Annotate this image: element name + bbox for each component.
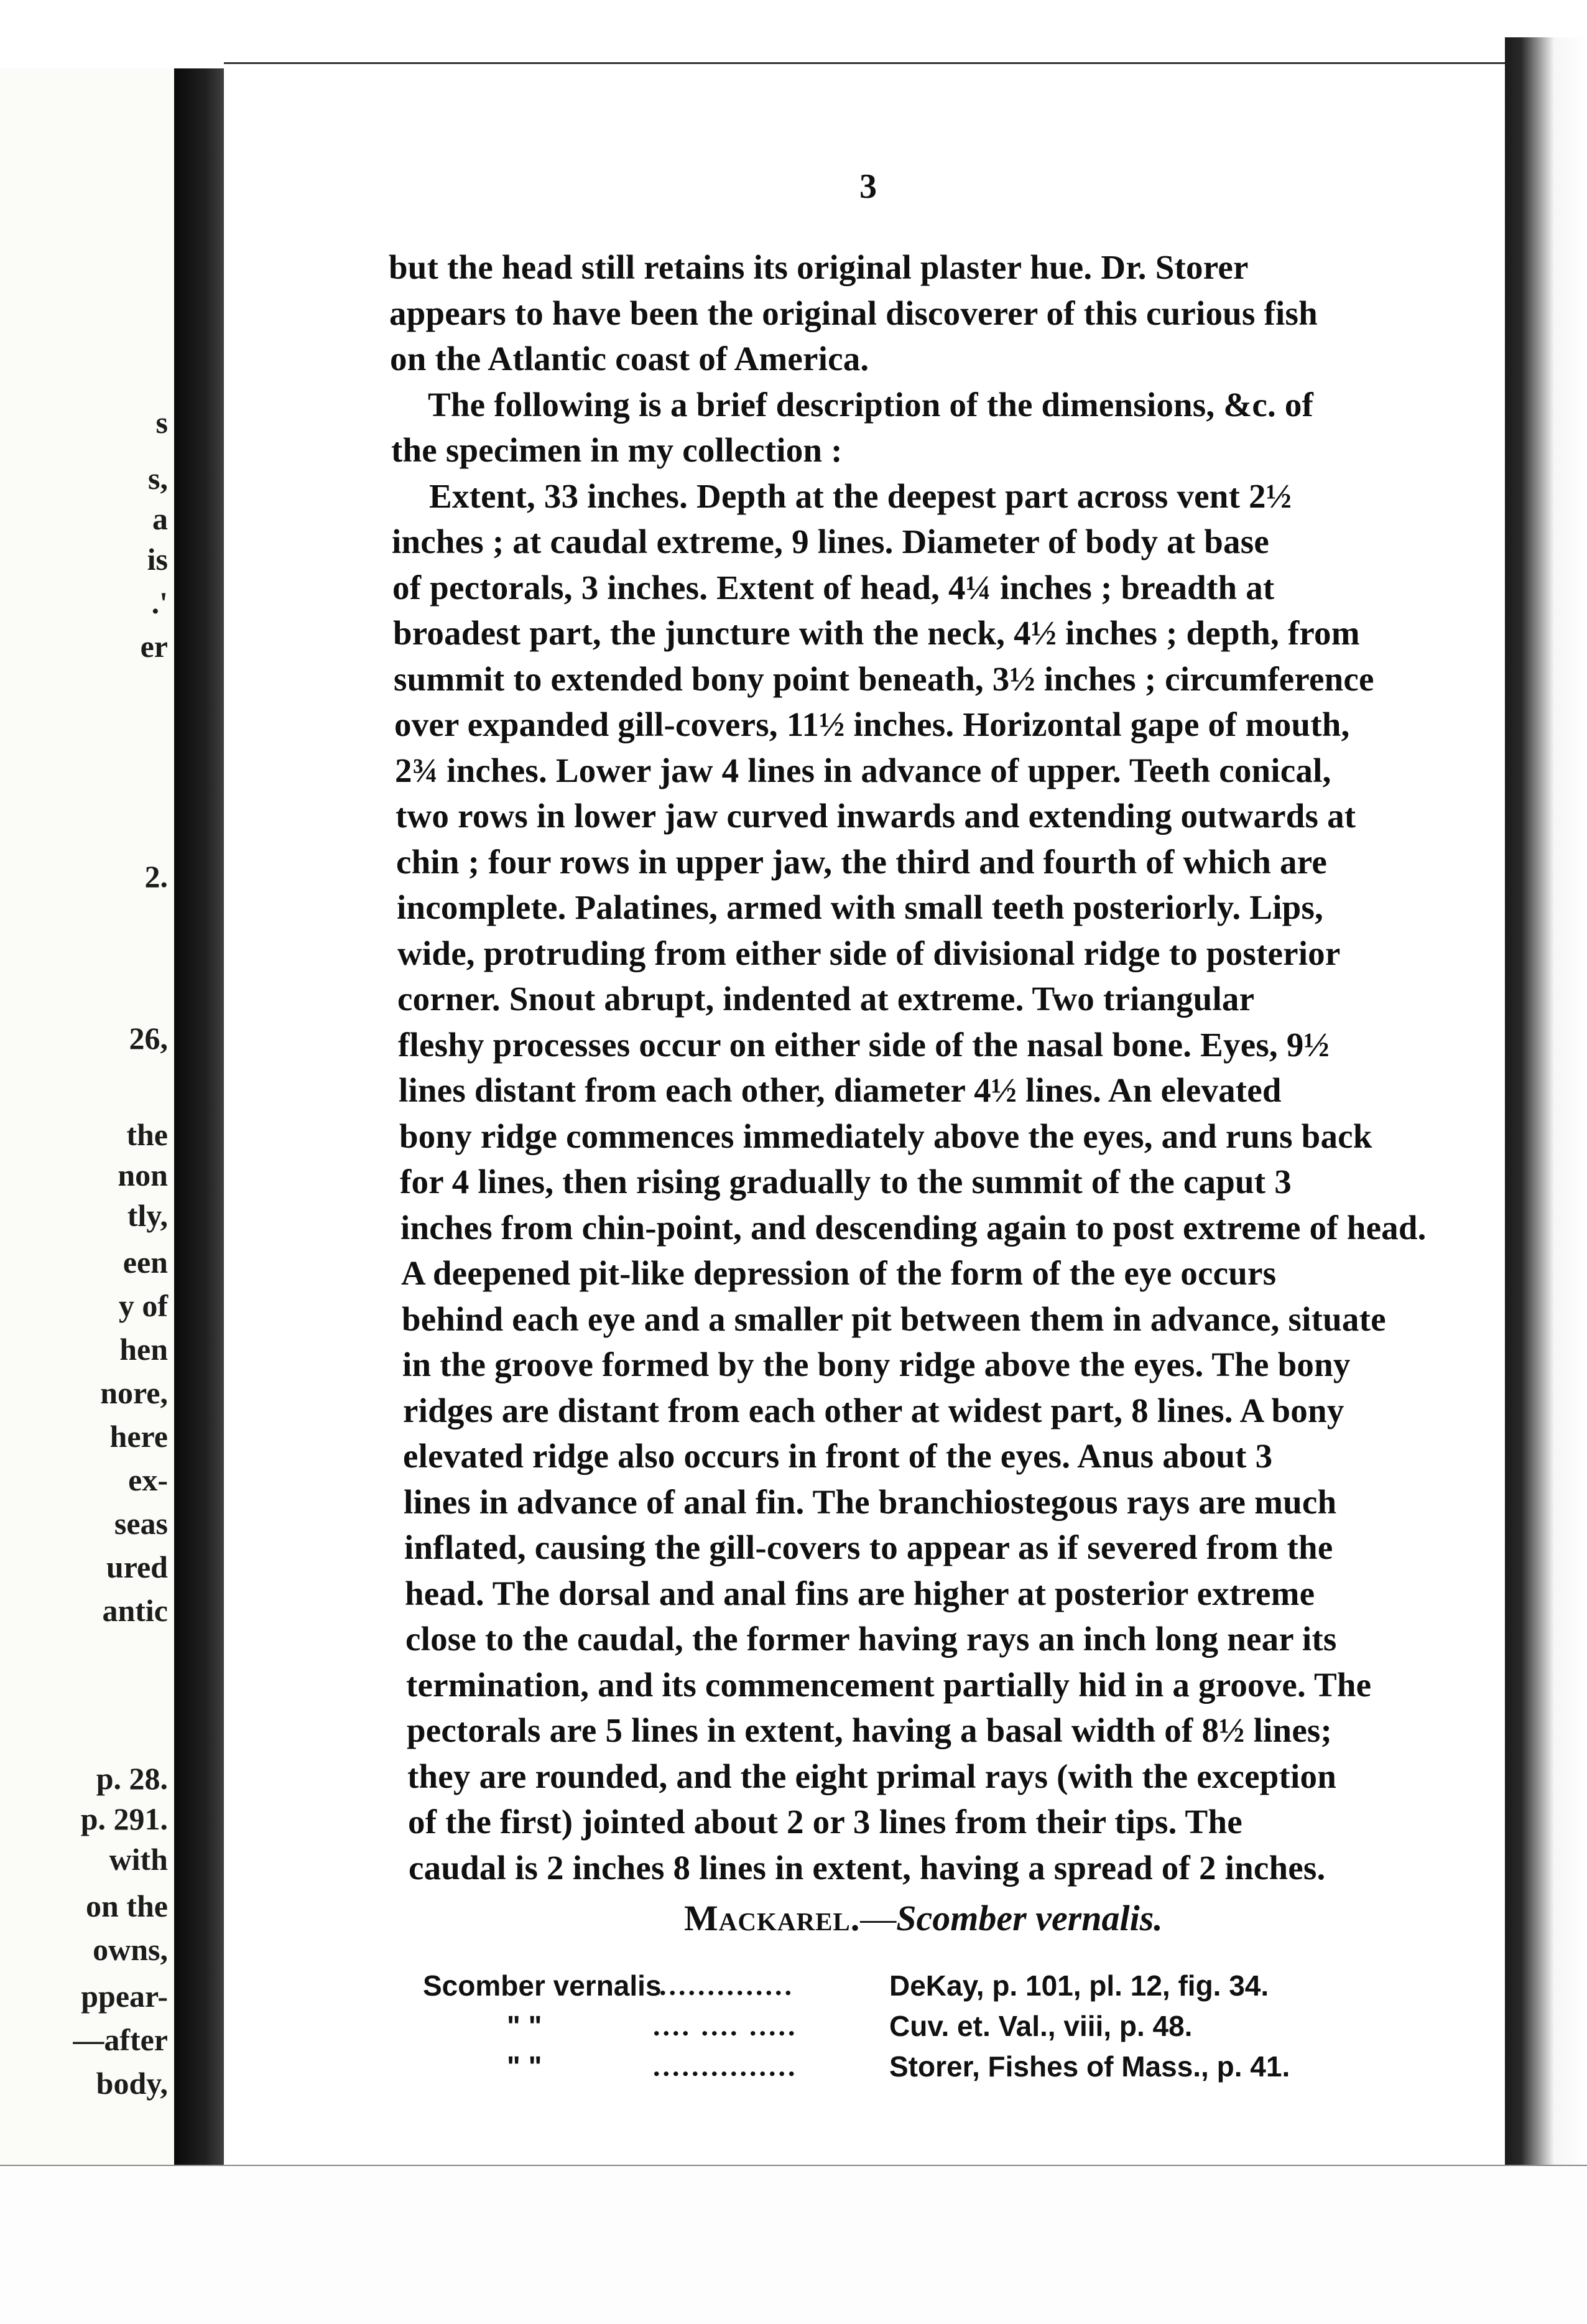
- body-line: inches from chin-point, and descending again to post extreme of head.: [400, 1209, 1427, 1247]
- facing-page-fragment: nore,: [100, 1375, 168, 1410]
- facing-page-fragment: body,: [96, 2066, 168, 2101]
- body-line: pectorals are 5 lines in extent, having a basal width of 8½ lines;: [407, 1711, 1333, 1749]
- facing-page-fragment: ppear-: [81, 1979, 168, 2014]
- section-heading: [684, 1897, 1163, 1939]
- body-line: appears to have been the original discoverer of this curious fish: [389, 294, 1318, 332]
- body-line: lines distant from each other, diameter 4½ lines. An elevated: [399, 1071, 1282, 1109]
- body-line: but the head still retains its original plaster hue. Dr. Storer: [389, 248, 1249, 286]
- facing-page-fragment: —after: [73, 2022, 168, 2057]
- leader-dots: ..............: [659, 1969, 794, 2001]
- facing-page-fragment: y of: [118, 1288, 168, 1323]
- body-line: they are rounded, and the eight primal rays (with the exception: [407, 1757, 1337, 1795]
- facing-page-fragment: 2.: [144, 859, 168, 894]
- body-line: A deepened pit-like depression of the form of the eye occurs: [401, 1254, 1277, 1292]
- facing-page-fragment: s: [155, 405, 168, 440]
- body-line: the specimen in my collection :: [391, 431, 843, 469]
- synonymy-name: " ": [507, 2050, 542, 2083]
- body-line: behind each eye and a smaller pit between them in advance, situate: [402, 1300, 1386, 1338]
- synonymy-reference: DeKay, p. 101, pl. 12, fig. 34.: [889, 1969, 1269, 2002]
- body-line: lines in advance of anal fin. The branchiostegous rays are much: [404, 1483, 1337, 1521]
- facing-page-fragment: hen: [119, 1332, 168, 1367]
- synonymy-reference: Storer, Fishes of Mass., p. 41.: [889, 2050, 1290, 2083]
- body-line: on the Atlantic coast of America.: [390, 340, 869, 378]
- synonymy-reference: Cuv. et. Val., viii, p. 48.: [889, 2010, 1193, 2042]
- body-line: fleshy processes occur on either side of the nasal bone. Eyes, 9½: [398, 1026, 1330, 1064]
- body-line: wide, protruding from either side of divisional ridge to posterior: [397, 934, 1341, 972]
- body-line: ridges are distant from each other at widest part, 8 lines. A bony: [403, 1392, 1344, 1429]
- facing-page-fragment: with: [109, 1842, 168, 1877]
- body-line: summit to extended bony point beneath, 3½ inches ; circumference: [394, 660, 1374, 698]
- facing-page-fragment: s,: [148, 461, 168, 496]
- facing-page-fragment: here: [109, 1419, 168, 1454]
- facing-page-fragment: p. 28.: [96, 1761, 168, 1796]
- page-edge-shadow: [1505, 37, 1587, 2215]
- body-line: broadest part, the juncture with the neck, 4½ inches ; depth, from: [393, 614, 1360, 652]
- body-line: corner. Snout abrupt, indented at extreme. Two triangular: [397, 980, 1255, 1018]
- synonymy-name: Scomber vernalis: [423, 1969, 662, 2002]
- body-line: head. The dorsal and anal fins are higher at posterior extreme: [405, 1574, 1315, 1612]
- facing-page-fragment: seas: [114, 1506, 168, 1541]
- facing-page-fragment: .': [151, 585, 168, 620]
- body-line: The following is a brief description of the dimensions, &c. of: [428, 386, 1314, 424]
- facing-page-fragment: antic: [102, 1593, 168, 1628]
- body-line: inflated, causing the gill-covers to appear as if severed from the: [404, 1528, 1333, 1566]
- heading-latin-name: Scomber vernalis.: [896, 1898, 1163, 1938]
- left-page-edge: [0, 68, 188, 2165]
- body-line: inches ; at caudal extreme, 9 lines. Diameter of body at base: [392, 523, 1269, 560]
- body-line: elevated ridge also occurs in front of the eyes. Anus about 3: [403, 1437, 1273, 1475]
- body-line: 2¾ inches. Lower jaw 4 lines in advance of upper. Teeth conical,: [395, 751, 1331, 789]
- synonymy-name: " ": [507, 2010, 542, 2042]
- facing-page-fragment: the: [126, 1117, 168, 1152]
- heading-common-name: Mackarel.: [684, 1898, 861, 1938]
- facing-page-fragment: ured: [106, 1550, 168, 1584]
- facing-page-fragment: 26,: [129, 1021, 168, 1056]
- facing-page-fragment: er: [140, 629, 168, 664]
- page-number: 3: [859, 167, 877, 206]
- heading-dash: —: [860, 1898, 897, 1938]
- facing-page-fragment: non: [118, 1158, 168, 1192]
- facing-page-fragment: ex-: [128, 1462, 168, 1497]
- facing-page-fragment: een: [123, 1245, 168, 1280]
- body-line: of the first) jointed about 2 or 3 lines from their tips. The: [408, 1803, 1242, 1841]
- body-line: close to the caudal, the former having rays an inch long near its: [405, 1620, 1337, 1658]
- leader-dots: .... .... .....: [653, 2010, 798, 2042]
- facing-page-fragment: a: [152, 501, 168, 536]
- scan-bottom-margin: [0, 2165, 1587, 2324]
- body-line: Extent, 33 inches. Depth at the deepest part across vent 2½: [429, 477, 1292, 515]
- body-line: termination, and its commencement partially hid in a groove. The: [406, 1666, 1372, 1704]
- body-line: chin ; four rows in upper jaw, the third and fourth of which are: [396, 843, 1327, 881]
- facing-page-fragment: p. 291.: [80, 1801, 168, 1836]
- body-line: caudal is 2 inches 8 lines in extent, having a spread of 2 inches.: [409, 1849, 1326, 1887]
- facing-page-fragment: owns,: [93, 1932, 168, 1967]
- leader-dots: ...............: [653, 2050, 798, 2082]
- body-line: over expanded gill-covers, 11½ inches. Horizontal gape of mouth,: [394, 705, 1350, 743]
- facing-page-fragment: tly,: [127, 1198, 168, 1233]
- body-line: two rows in lower jaw curved inwards and extending outwards at: [396, 797, 1356, 835]
- facing-page-fragment: on the: [86, 1889, 168, 1923]
- body-line: for 4 lines, then rising gradually to the summit of the caput 3: [400, 1163, 1292, 1201]
- facing-page-fragment: is: [147, 542, 168, 577]
- body-line: incomplete. Palatines, armed with small teeth posteriorly. Lips,: [397, 888, 1324, 926]
- body-line: of pectorals, 3 inches. Extent of head, 4¼ inches ; breadth at: [392, 569, 1275, 607]
- body-line: bony ridge commences immediately above the eyes, and runs back: [399, 1117, 1372, 1155]
- body-line: in the groove formed by the bony ridge above the eyes. The bony: [402, 1346, 1351, 1383]
